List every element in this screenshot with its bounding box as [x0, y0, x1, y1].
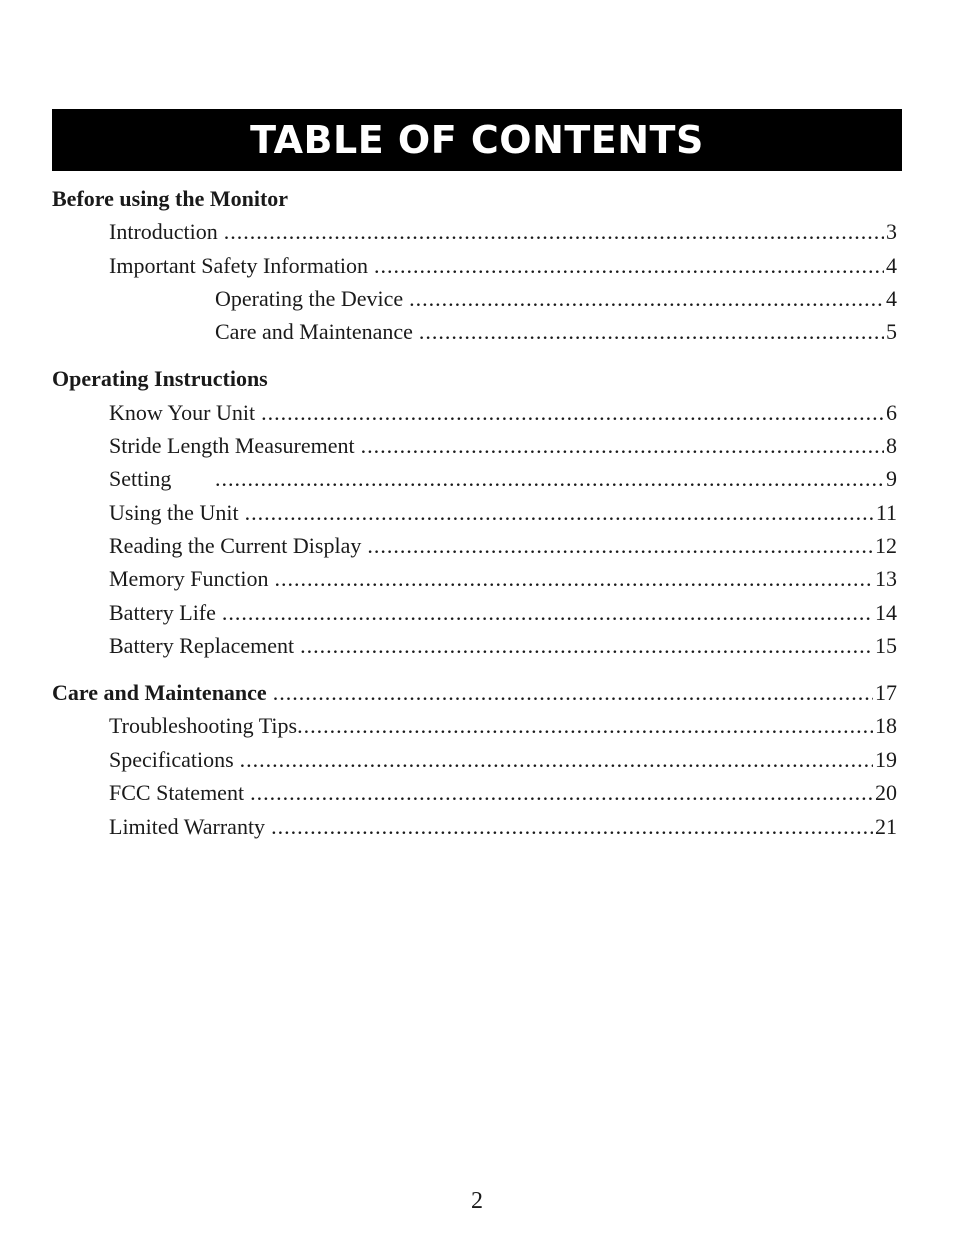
- toc-entry-page: 21: [875, 814, 897, 839]
- toc-entry-label: Care and Maintenance: [215, 317, 419, 347]
- toc-entry-introduction[interactable]: [109, 217, 897, 247]
- toc-entry-page: 6: [886, 400, 897, 425]
- section-heading-page: 17: [875, 680, 897, 705]
- toc-entry-fcc[interactable]: [109, 778, 897, 808]
- toc-entry-label: Using the Unit: [109, 498, 245, 528]
- dot-leader: [297, 711, 873, 741]
- dot-leader: [261, 398, 884, 428]
- dot-leader: [374, 251, 884, 281]
- toc-entry-stride[interactable]: [109, 431, 897, 461]
- page-number: 2: [471, 1188, 483, 1214]
- toc-entry-page: 4: [886, 253, 897, 278]
- dot-leader: [222, 598, 873, 628]
- section-heading-label: Care and Maintenance: [52, 678, 273, 708]
- toc-entry-safety[interactable]: [109, 251, 897, 281]
- section-heading-before[interactable]: [52, 184, 902, 214]
- toc-entry-reading[interactable]: [109, 531, 897, 561]
- toc-entry-page: 5: [886, 319, 897, 344]
- toc-entry-troubleshooting[interactable]: [109, 711, 897, 741]
- dot-leader: [409, 284, 884, 314]
- toc-entry-page: 9: [886, 466, 897, 491]
- toc-entry-label: Introduction: [109, 217, 224, 247]
- toc-entry-page: 19: [875, 747, 897, 772]
- toc-entry-page: 8: [886, 433, 897, 458]
- dot-leader: [215, 464, 884, 494]
- toc-entry-label: Know Your Unit: [109, 398, 261, 428]
- toc-entry-label: Memory Function: [109, 564, 275, 594]
- dot-leader: [367, 531, 873, 561]
- toc-entry-label: Troubleshooting Tips: [109, 711, 297, 741]
- dot-leader: [300, 631, 873, 661]
- toc-entry-battery-replacement[interactable]: [109, 631, 897, 661]
- dot-leader: [250, 778, 873, 808]
- toc-entry-warranty[interactable]: [109, 812, 897, 842]
- dot-leader: [240, 745, 873, 775]
- dot-leader: [273, 678, 873, 708]
- toc-entry-page: 12: [875, 533, 897, 558]
- dot-leader: [419, 317, 884, 347]
- toc-entry-specifications[interactable]: [109, 745, 897, 775]
- dot-leader: [224, 217, 884, 247]
- toc-entry-operating-device[interactable]: [215, 284, 897, 314]
- toc-entry-page: 13: [875, 566, 897, 591]
- toc-entry-page: 14: [875, 600, 897, 625]
- toc-entry-label: Reading the Current Display: [109, 531, 367, 561]
- toc-entry-page: 18: [875, 713, 897, 738]
- toc-entry-page: 15: [875, 633, 897, 658]
- toc-entry-label: Specifications: [109, 745, 240, 775]
- toc-entry-setting[interactable]: [109, 464, 897, 494]
- section-heading-operating[interactable]: [52, 364, 902, 394]
- toc-entry-label: Limited Warranty: [109, 812, 271, 842]
- dot-leader: [271, 812, 873, 842]
- toc-entry-label: Stride Length Measurement: [109, 431, 361, 461]
- toc-entry-page: 4: [886, 286, 897, 311]
- toc-entry-label: Setting: [109, 464, 215, 494]
- dot-leader: [245, 498, 874, 528]
- toc-entry-care-maintenance-sub[interactable]: [215, 317, 897, 347]
- toc-entry-page: 20: [875, 780, 897, 805]
- toc-entry-label: Important Safety Information: [109, 251, 374, 281]
- dot-leader: [361, 431, 884, 461]
- toc-entry-battery-life[interactable]: [109, 598, 897, 628]
- toc-entry-page: 3: [886, 219, 897, 244]
- toc-entry-page: 11: [875, 500, 897, 525]
- toc-entry-label: Battery Replacement: [109, 631, 300, 661]
- page-title: TABLE OF CONTENTS: [250, 118, 704, 162]
- section-heading-label: Operating Instructions: [52, 364, 274, 394]
- section-heading-care[interactable]: [52, 678, 897, 708]
- toc-entry-label: Battery Life: [109, 598, 222, 628]
- title-banner: [52, 109, 902, 171]
- section-heading-label: Before using the Monitor: [52, 184, 294, 214]
- toc-entry-know-unit[interactable]: [109, 398, 897, 428]
- toc-entry-memory[interactable]: [109, 564, 897, 594]
- dot-leader: [275, 564, 874, 594]
- toc-entry-using[interactable]: [109, 498, 897, 528]
- toc-entry-label: Operating the Device: [215, 284, 409, 314]
- toc-entry-label: FCC Statement: [109, 778, 250, 808]
